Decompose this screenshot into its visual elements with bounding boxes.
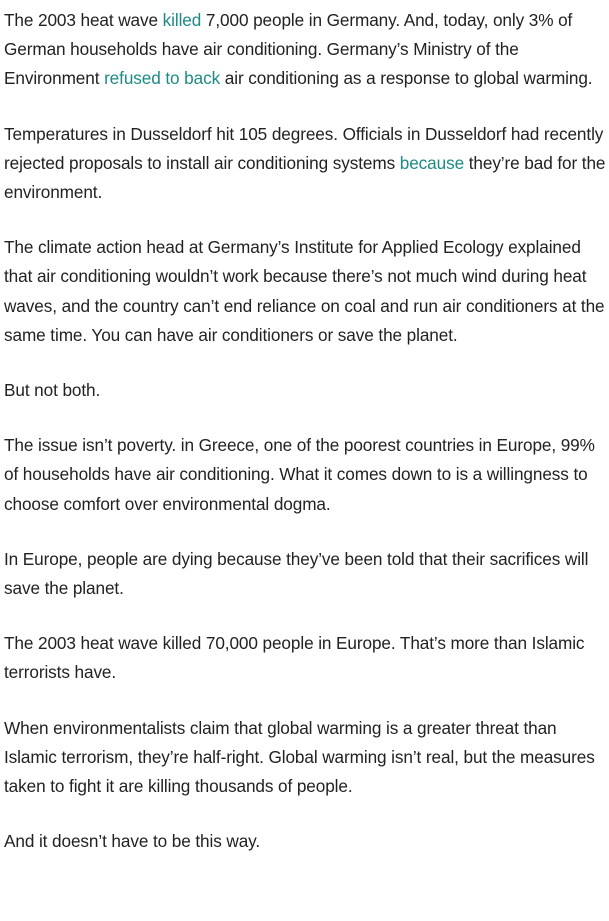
paragraph-sacrifices: In Europe, people are dying because they’ve been told that their sacrifices will save the planet. [4,548,589,599]
link-because[interactable]: because [399,152,465,173]
paragraph-text: 7,000 people in Germany. And, today, only 3% of German households have air conditioning. Germany’s Ministry of the Environment [4,10,573,89]
link-refused-to-back[interactable]: refused to back [104,68,221,89]
paragraph-environmentalists: When environmentalists claim that global warming is a greater threat than Islamic terrorism, they’re half-right. Global warming isn’t real, but the measures taken to fight it are killing thousands of people. [4,717,595,797]
paragraph-europe-deaths: The 2003 heat wave killed 70,000 people in Europe. That’s more than Islamic terrorists have. [4,633,585,683]
paragraph-text: air conditioning as a response to global warming. [220,68,593,89]
article-body [4,6,609,882]
paragraph-text: The 2003 heat wave [4,10,163,30]
paragraph-heat-wave-germany [4,6,609,94]
paragraph-institute-applied-ecology: The climate action head at Germany’s Institute for Applied Ecology explained that air conditioning wouldn’t work because there’s not much wind during heat waves, and the country can’t end reliance on coal and run air conditioners at the same time. You can have air conditioners or save the planet. [4,237,605,345]
paragraph-not-both: But not both. [4,380,101,401]
paragraph-text: they’re bad for the environment. [4,152,606,203]
paragraph-text: Temperatures in Dusseldorf hit 105 degrees. Officials in Dusseldorf had recently rejected proposals to install air conditioning systems [4,123,604,173]
paragraph-greece: The issue isn’t poverty. in Greece, one of the poorest countries in Europe, 99% of households have air conditioning. What it comes down to is a willingness to choose comfort over environmental dogma. [4,435,595,514]
paragraph-dusseldorf [4,120,609,208]
link-killed[interactable]: killed [162,10,202,30]
paragraph-closing: And it doesn’t have to be this way. [4,831,261,852]
